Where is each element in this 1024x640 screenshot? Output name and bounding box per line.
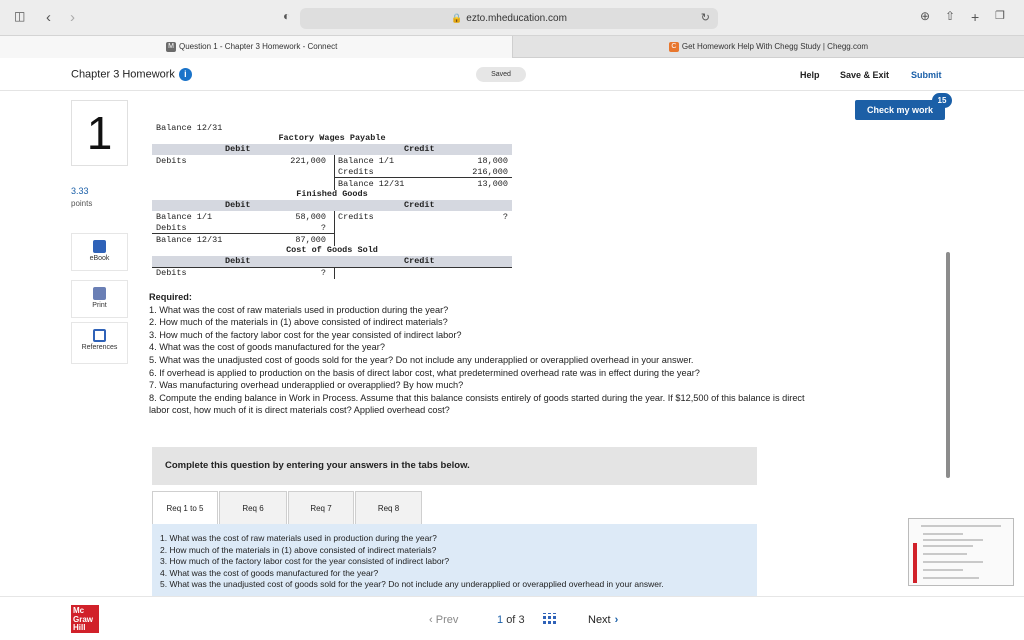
- new-tab-icon[interactable]: +: [971, 9, 980, 25]
- cell: Credits: [338, 212, 374, 222]
- thumb-line: [923, 545, 973, 547]
- saved-status: Saved: [476, 67, 526, 82]
- cell: 221,000: [290, 156, 326, 166]
- address-bar[interactable]: [300, 8, 718, 29]
- thumb-marker: [913, 543, 917, 583]
- question-number: 1: [71, 100, 128, 166]
- footer-nav: [0, 596, 1024, 640]
- cogs-header: [152, 256, 512, 267]
- tab-chegg[interactable]: [512, 36, 1024, 58]
- prev-button[interactable]: [429, 614, 458, 626]
- points-label: points: [71, 199, 93, 208]
- tab-overview-icon[interactable]: ❐: [995, 10, 1005, 22]
- tab-req-8[interactable]: Req 8: [355, 491, 422, 525]
- forward-icon[interactable]: ›: [70, 9, 75, 26]
- tab-connect[interactable]: [0, 36, 512, 58]
- next-button[interactable]: [588, 614, 618, 626]
- wages-total-rule: [334, 177, 512, 178]
- assignment-header: [0, 59, 1024, 91]
- required-item: 5. What was the unadjusted cost of goods sold for the year? Do not include any underapplied or overapplied overhead in your answer.: [149, 354, 694, 365]
- page-of: of: [506, 614, 516, 626]
- clipped-balance-label: Balance 12/31: [156, 123, 223, 133]
- reload-icon[interactable]: ↻: [700, 12, 710, 24]
- wages-divider: [334, 155, 335, 190]
- page-thumbnail[interactable]: [908, 518, 1014, 586]
- cell: Balance 1/1: [156, 212, 213, 222]
- required-item: 2. How much of the materials in (1) above consisted of indirect materials?: [149, 317, 448, 328]
- tab-req-6[interactable]: Req 6: [219, 491, 287, 525]
- panel-item: 4. What was the cost of goods manufactured for the year?: [160, 567, 379, 578]
- page-current: 1: [497, 614, 504, 626]
- finished-goods-title: Finished Goods: [296, 189, 368, 199]
- document-copy-icon: [93, 329, 106, 342]
- wages-account-title: Factory Wages Payable: [278, 133, 386, 143]
- check-my-work-button[interactable]: Check my work: [855, 100, 945, 120]
- cell: ?: [320, 268, 326, 278]
- tab-label: Question 1 - Chapter 3 Homework - Connect: [179, 42, 338, 51]
- table-row: [152, 212, 512, 223]
- next-label: Next: [588, 614, 611, 626]
- instructions-banner: Complete this question by entering your answers in the tabs below.: [152, 447, 757, 485]
- cogs-title: Cost of Goods Sold: [286, 245, 378, 255]
- tab-bar: [0, 36, 1024, 58]
- finished-goods-total-rule: [152, 233, 334, 234]
- print-button[interactable]: [71, 280, 128, 318]
- table-row: [152, 156, 512, 167]
- printer-icon: [93, 287, 106, 300]
- required-item: 7. Was manufacturing overhead underapplied or overapplied? By how much?: [149, 380, 464, 391]
- req-panel: [152, 524, 757, 596]
- chegg-favicon-icon: C: [669, 42, 679, 52]
- logo-line: Graw: [73, 614, 94, 624]
- tab-req-1-to-5[interactable]: Req 1 to 5: [152, 491, 218, 525]
- cell: Credits: [338, 167, 374, 177]
- panel-item: 2. How much of the materials in (1) above consisted of indirect materials?: [160, 544, 437, 555]
- logo-line: Hill: [73, 623, 86, 632]
- prev-label: Prev: [435, 614, 459, 626]
- submit-button[interactable]: Submit: [911, 70, 942, 80]
- points-value: 3.33: [71, 186, 89, 196]
- ebook-button[interactable]: [71, 233, 128, 271]
- required-item: 6. If overhead is applied to production on the basis of direct labor cost, what predetermined overhead rate was in effect during the year?: [149, 367, 700, 378]
- back-icon[interactable]: ‹: [46, 9, 51, 26]
- required-item: 4. What was the cost of goods manufactured for the year?: [149, 342, 385, 353]
- references-button[interactable]: [71, 322, 128, 364]
- checks-remaining-badge: 15: [932, 93, 952, 108]
- info-icon[interactable]: i: [179, 68, 192, 81]
- cell: 58,000: [295, 212, 326, 222]
- required-item: 8. Compute the ending balance in Work in Process. Assume that this balance consists entirely of goods started during the year. If $12,500 of this balance is direct labor cost, how much of it is direct materials cost? Applied overhead cost?: [149, 392, 805, 416]
- lock-icon: 🔒: [451, 13, 463, 23]
- required-item: 1. What was the cost of raw materials used in production during the year?: [149, 304, 449, 315]
- finished-goods-header: [152, 200, 512, 211]
- mcgraw-hill-logo: [71, 605, 99, 633]
- cell: 216,000: [472, 167, 508, 177]
- credit-heading: Credit: [404, 144, 435, 154]
- url-text: ezto.mheducation.com: [466, 13, 567, 24]
- cell: 13,000: [477, 179, 508, 189]
- required-item: 3. How much of the factory labor cost for the year consisted of indirect labor?: [149, 329, 462, 340]
- cell: 87,000: [295, 235, 326, 245]
- ebook-label: eBook: [89, 255, 110, 262]
- thumb-line: [923, 577, 979, 579]
- table-row: [152, 268, 512, 279]
- mcgraw-favicon-icon: M: [166, 42, 176, 52]
- required-heading: Required:: [149, 292, 192, 302]
- debit-heading: Debit: [225, 200, 251, 210]
- required-section: [149, 291, 821, 417]
- chevron-left-icon: ‹: [429, 614, 433, 626]
- thumb-line: [923, 561, 983, 563]
- page-indicator: [497, 614, 525, 626]
- save-exit-button[interactable]: Save & Exit: [840, 70, 890, 80]
- credit-heading: Credit: [404, 256, 435, 266]
- thumb-line: [923, 533, 963, 535]
- download-icon[interactable]: ⊕: [920, 9, 931, 23]
- browser-toolbar: [0, 0, 1024, 36]
- cell: ?: [502, 212, 508, 222]
- panel-item: 3. How much of the factory labor cost for the year consisted of indirect labor?: [160, 556, 450, 566]
- logo-line: Mc: [73, 606, 85, 615]
- panel-item: 5. What was the unadjusted cost of goods sold for the year? Do not include any underapplied or overapplied overhead in your answer.: [160, 579, 664, 589]
- debit-heading: Debit: [225, 144, 251, 154]
- thumb-line: [923, 539, 983, 541]
- cell: Debits: [156, 223, 187, 233]
- tab-label: Get Homework Help With Chegg Study | Chegg.com: [681, 42, 869, 51]
- print-label: Print: [92, 302, 107, 309]
- cell: 18,000: [477, 156, 508, 166]
- cell: ?: [320, 223, 326, 233]
- thumb-line: [923, 553, 967, 555]
- book-icon: [93, 240, 106, 253]
- page-total: 3: [518, 614, 525, 626]
- help-button[interactable]: Help: [800, 70, 820, 80]
- share-icon[interactable]: ⇧: [945, 9, 956, 23]
- wages-account-header: [152, 144, 512, 155]
- cell: Debits: [156, 268, 187, 278]
- credit-heading: Credit: [404, 200, 435, 210]
- cogs-divider: [334, 267, 335, 279]
- chevron-right-icon: ›: [614, 614, 619, 626]
- page-scrollbar[interactable]: [946, 252, 950, 478]
- privacy-shield-icon[interactable]: ◐: [283, 9, 291, 23]
- finished-goods-divider: [334, 211, 335, 246]
- cell: Balance 12/31: [156, 235, 223, 245]
- grid-icon[interactable]: [543, 613, 556, 626]
- cell: Balance 1/1: [338, 156, 395, 166]
- thumb-line: [921, 525, 1001, 527]
- references-label: References: [81, 344, 118, 351]
- sidebar-toggle-icon[interactable]: ◫: [14, 9, 26, 23]
- assignment-title: [71, 68, 192, 81]
- assignment-title-text: Chapter 3 Homework: [71, 68, 175, 81]
- panel-item: 1. What was the cost of raw materials used in production during the year?: [160, 533, 437, 543]
- cell: Debits: [156, 156, 187, 166]
- tab-req-7[interactable]: Req 7: [288, 491, 354, 525]
- cell: Balance 12/31: [338, 179, 405, 189]
- thumb-line: [923, 569, 963, 571]
- debit-heading: Debit: [225, 256, 251, 266]
